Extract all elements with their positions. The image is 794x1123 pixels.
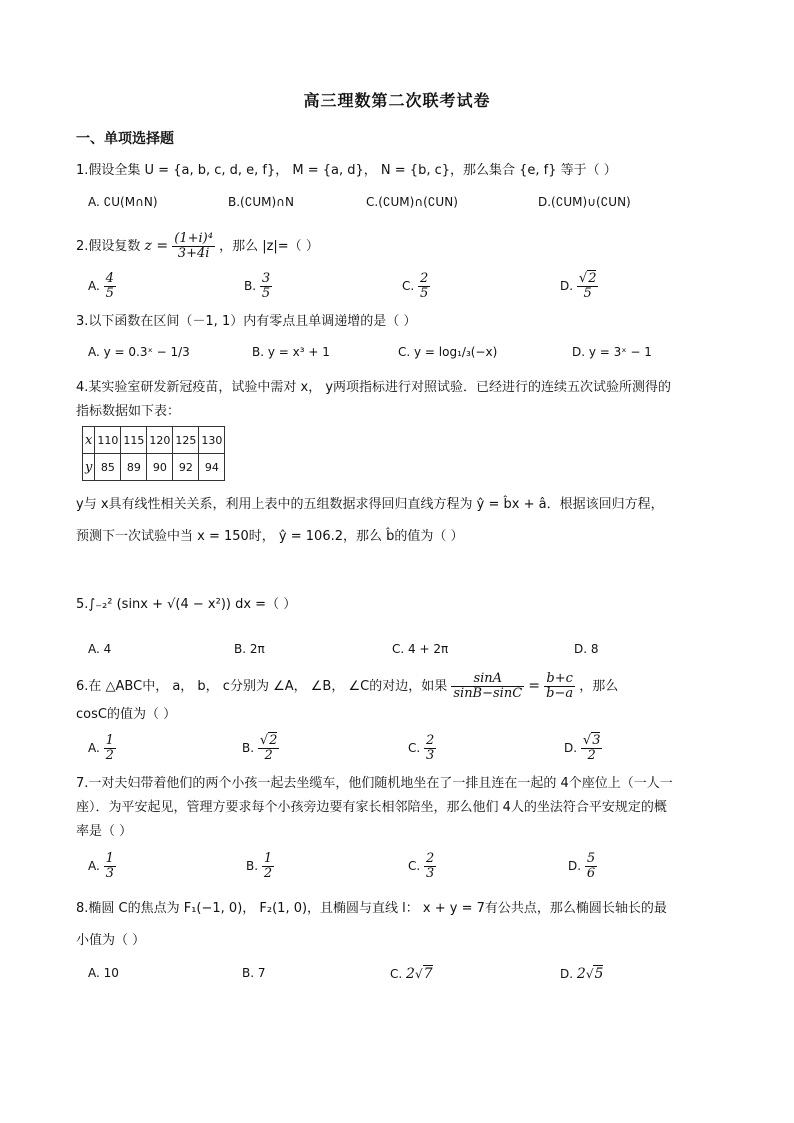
q5-option-d[interactable]: D. 8 xyxy=(574,642,599,656)
table-cell: 92 xyxy=(173,454,199,481)
question-8-line2: 小值为（ ） xyxy=(76,933,146,948)
q2-prefix: 2.假设复数 xyxy=(76,239,141,254)
q2-numerator: (1+i)⁴ xyxy=(174,231,213,246)
q7-option-a[interactable] xyxy=(88,852,116,881)
q2-option-c-label: C. xyxy=(402,279,415,293)
table-row-label: y xyxy=(83,454,95,481)
section-heading: 一、单项选择题 xyxy=(76,131,174,147)
q6-option-b-num: 2 xyxy=(269,733,278,748)
table-cell: 110 xyxy=(95,427,121,454)
q5-option-b[interactable]: B. 2π xyxy=(234,642,265,656)
q6-frac1-den: sinB−sinC xyxy=(453,686,523,701)
q8-option-c-label: C. xyxy=(390,967,403,981)
q6-prefix: 6.在 △ABC中， a， b， c分别为 ∠A， ∠B， ∠C的对边，如果 xyxy=(76,679,448,694)
q8-option-d[interactable]: D. 2√5 xyxy=(560,966,604,982)
q7-option-d-label: D. xyxy=(568,859,582,873)
question-7-line1: 7.一对夫妇带着他们的两个小孩一起去坐缆车，他们随机地坐在了一排且连在一起的 4个座位上（一人一 xyxy=(76,776,673,791)
q6-option-d[interactable]: D. $\frac{√3}{2}$ xyxy=(564,733,601,763)
table-cell: 90 xyxy=(147,454,173,481)
q8-option-c[interactable]: C. 2√7 xyxy=(390,966,433,982)
q3-option-a[interactable]: A. y = 0.3ˣ − 1/3 xyxy=(88,345,190,359)
q7-option-c-label: C. xyxy=(408,859,421,873)
q6-frac2-den: b−a xyxy=(546,686,574,701)
q6-option-b-den: 2 xyxy=(264,748,273,763)
q2-option-a[interactable] xyxy=(88,272,116,301)
q6-option-a-num: 1 xyxy=(105,733,114,748)
q1-option-a[interactable]: A. ∁U(M∩N) xyxy=(88,195,158,209)
q7-option-c[interactable] xyxy=(408,852,436,881)
q2-fraction xyxy=(172,232,215,261)
question-4-line2: 指标数据如下表： xyxy=(76,404,181,419)
q2-option-a-den: 5 xyxy=(105,286,114,301)
q7-option-d[interactable] xyxy=(568,852,597,881)
q8-option-d-label: D. xyxy=(560,967,574,981)
q6-option-b[interactable]: B. $\frac{√2}{2}$ xyxy=(242,733,278,763)
q6-option-c-label: C. xyxy=(408,741,421,755)
q6-suffix: ，那么 xyxy=(579,679,619,694)
q6-option-c-num: 2 xyxy=(426,733,435,748)
q3-option-b[interactable]: B. y = x³ + 1 xyxy=(252,345,330,359)
question-1-text: 1.假设全集 U = {a, b, c, d, e, f}， M = {a, d}， N = {b, c}，那么集合 {e, f} 等于（ ） xyxy=(76,163,617,178)
q6-option-d-num: 3 xyxy=(592,733,601,748)
q7-option-c-den: 3 xyxy=(426,866,435,881)
question-6-line2: cosC的值为（ ） xyxy=(76,707,177,722)
q7-option-b-label: B. xyxy=(246,859,259,873)
question-7-line2: 座）．为平安起见，管理方要求每个小孩旁边要有家长相邻陪坐，那么他们 4人的坐法符合平安规定的概 xyxy=(76,800,667,815)
question-3-text: 3.以下函数在区间（－1, 1）内有零点且单调递增的是（ ） xyxy=(76,314,417,329)
q6-fraction-left xyxy=(451,672,524,701)
q6-option-b-label: B. xyxy=(242,741,255,755)
q8-option-d-coef: 2 xyxy=(576,966,586,982)
q2-option-d-num: 2 xyxy=(588,271,597,286)
q7-option-b-den: 2 xyxy=(263,866,273,881)
q7-option-a-num: 1 xyxy=(105,851,114,866)
q2-option-b-label: B. xyxy=(244,279,257,293)
question-7-line3: 率是（ ） xyxy=(76,824,133,839)
q6-option-d-den: 2 xyxy=(587,748,596,763)
table-row xyxy=(83,427,225,454)
table-row xyxy=(83,454,225,481)
q3-option-d[interactable]: D. y = 3ˣ − 1 xyxy=(572,345,652,359)
q2-option-b-num: 3 xyxy=(261,271,271,286)
table-cell: 89 xyxy=(121,454,147,481)
q6-frac2-num: b+c xyxy=(544,672,575,687)
q2-denominator: 3+4i xyxy=(177,246,210,261)
q1-option-b[interactable]: B.(∁UM)∩N xyxy=(228,195,294,209)
q2-option-c[interactable] xyxy=(402,272,430,301)
q7-option-d-num: 5 xyxy=(586,851,596,866)
question-4-line3: y与 x具有线性相关关系，利用上表中的五组数据求得回归直线方程为 ŷ = b̂x + â．根据该回归方程， xyxy=(76,497,664,512)
q2-option-a-label: A. xyxy=(88,279,100,293)
q8-option-d-rad: 5 xyxy=(594,966,604,982)
q6-fraction-right xyxy=(544,672,575,701)
q2-option-d[interactable]: D. $\frac{√2}{5}$ xyxy=(560,271,597,301)
q2-option-a-num: 4 xyxy=(105,271,114,286)
table-cell: 115 xyxy=(121,427,147,454)
q7-option-a-label: A. xyxy=(88,859,100,873)
q6-option-d-label: D. xyxy=(564,741,578,755)
question-2-text: 2.假设复数 z = $\frac{\text{(1+i)⁴}}{3+4i}$ ，那么 |z|=（ ） xyxy=(76,231,319,261)
q8-option-c-coef: 2 xyxy=(406,966,415,982)
q8-option-a[interactable]: A. 10 xyxy=(88,966,119,980)
q2-option-b[interactable] xyxy=(244,272,272,301)
q2-suffix: ，那么 |z|=（ ） xyxy=(219,239,319,254)
q5-option-a[interactable]: A. 4 xyxy=(88,642,112,656)
q2-option-b-den: 5 xyxy=(261,286,271,301)
table-cell: 130 xyxy=(199,427,225,454)
q8-option-c-rad: 7 xyxy=(423,966,433,982)
q6-option-a-label: A. xyxy=(88,741,100,755)
q5-option-c[interactable]: C. 4 + 2π xyxy=(392,642,449,656)
q2-option-d-den: 5 xyxy=(583,286,592,301)
table-cell: 94 xyxy=(199,454,225,481)
q6-option-a[interactable] xyxy=(88,734,116,763)
q7-option-c-num: 2 xyxy=(426,851,435,866)
q7-option-b-num: 1 xyxy=(263,851,273,866)
question-6-line1: 6.在 △ABC中， a， b， c分别为 ∠A， ∠B， ∠C的对边，如果 $\frac{\sin A}{\sin B-\sin C}$ = $\frac{b+c}{b-a}$ ，那么 xyxy=(76,671,619,701)
data-table xyxy=(82,426,225,481)
q7-option-d-den: 6 xyxy=(586,866,596,881)
q1-option-c[interactable]: C.(∁UM)∩(∁UN) xyxy=(366,195,458,209)
q1-option-d[interactable]: D.(∁UM)∪(∁UN) xyxy=(538,195,631,209)
q6-option-c-den: 3 xyxy=(426,748,435,763)
q6-option-c[interactable] xyxy=(408,734,436,763)
question-5-text: 5.∫₋₂² (sinx + √(4 − x²)) dx =（ ） xyxy=(76,597,297,612)
q6-option-a-den: 2 xyxy=(105,748,114,763)
q2-option-c-num: 2 xyxy=(420,271,429,286)
question-8-line1: 8.椭圆 C的焦点为 F₁(−1, 0)， F₂(1, 0)，且椭圆与直线 l： x + y = 7有公共点，那么椭圆长轴长的最 xyxy=(76,901,667,916)
q2-option-c-den: 5 xyxy=(420,286,429,301)
table-cell: 125 xyxy=(173,427,199,454)
table-cell: 85 xyxy=(95,454,121,481)
q8-option-b[interactable]: B. 7 xyxy=(242,966,266,980)
q6-frac1-num: sinA xyxy=(451,672,524,687)
table-row-label: x xyxy=(83,427,95,454)
q7-option-a-den: 3 xyxy=(105,866,114,881)
q3-option-c[interactable]: C. y = log₁/₃(−x) xyxy=(398,345,498,359)
q7-option-b[interactable] xyxy=(246,852,274,881)
question-4-line1: 4.某实验室研发新冠疫苗，试验中需对 x， y两项指标进行对照试验．已经进行的连续五次试验所测得的 xyxy=(76,380,672,395)
page-title: 高三理数第二次联考试卷 xyxy=(303,91,491,110)
q2-option-d-label: D. xyxy=(560,279,574,293)
table-cell: 120 xyxy=(147,427,173,454)
question-4-line4: 预测下一次试验中当 x = 150时， ŷ = 106.2，那么 b̂的值为（ ） xyxy=(76,529,464,544)
